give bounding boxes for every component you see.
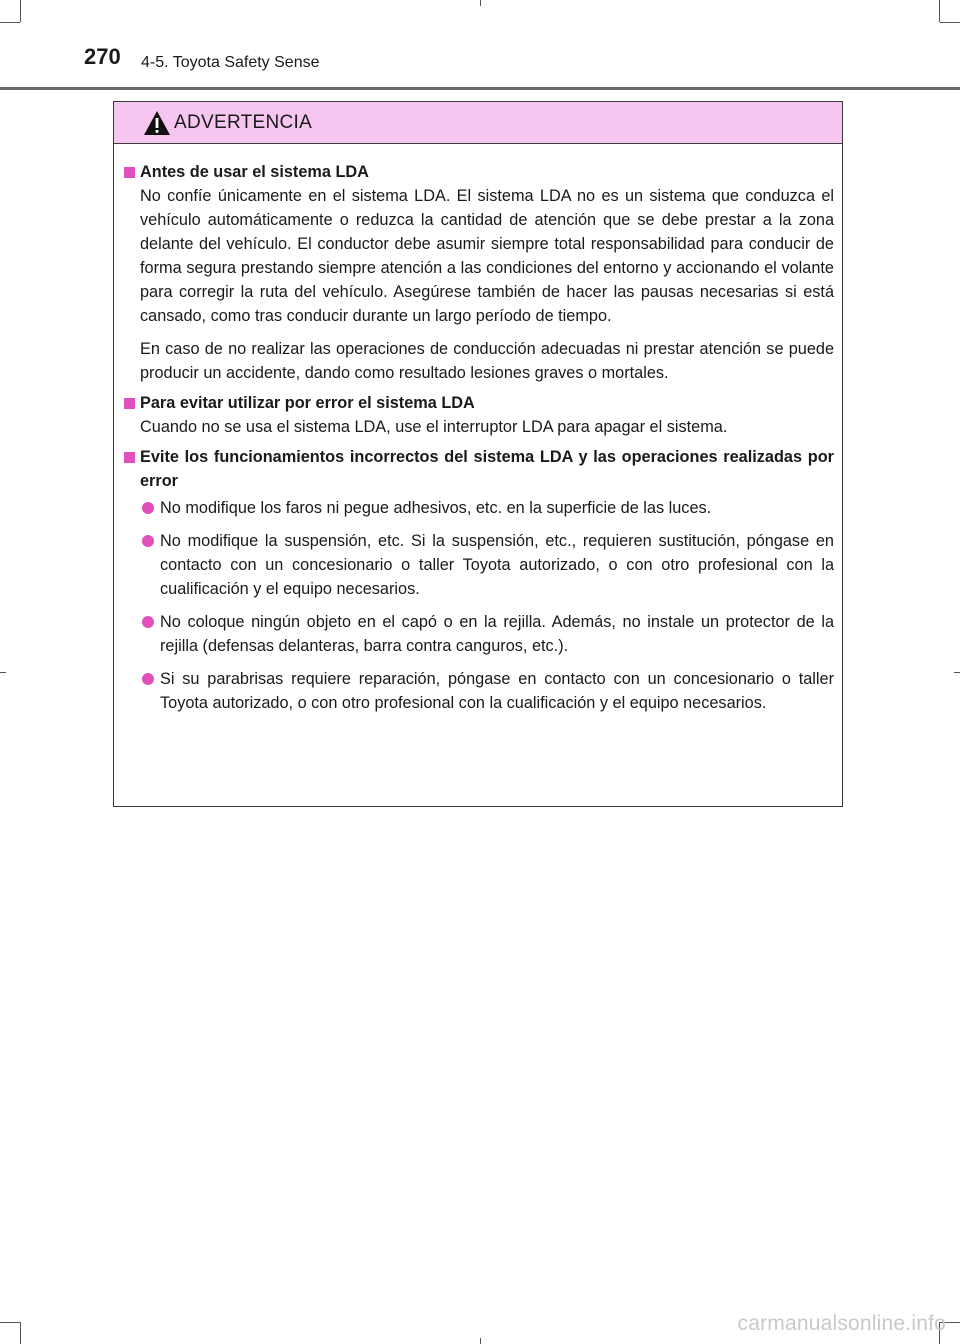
paragraph: En caso de no realizar las operaciones de conducción adecuadas ni prestar atención se puede producir un accidente, dando como resultado lesiones graves o mortales. bbox=[140, 340, 834, 382]
warning-title: ADVERTENCIA bbox=[174, 112, 313, 133]
warning-header bbox=[114, 102, 842, 144]
list-item-text: No modifique los faros ni pegue adhesivos, etc. en la superficie de las luces. bbox=[160, 499, 712, 517]
square-bullet-icon bbox=[124, 398, 135, 409]
section-heading: Evite los funcionamientos incorrectos del sistema LDA y las operaciones realizadas por error bbox=[140, 448, 834, 490]
section-malfunctions bbox=[124, 445, 834, 715]
list-item bbox=[140, 496, 834, 520]
warning-body bbox=[114, 144, 842, 715]
paragraph: No confíe únicamente en el sistema LDA. El sistema LDA no es un sistema que conduzca el vehículo automáticamente o reduzca la cantidad de atención que se debe prestar a la zona delante del vehículo. El conductor debe asumir siempre total responsabilidad para conducir de forma segura prestando siempre atención a las condiciones del entorno y accionando el volante para corregir la ruta del vehículo. Asegúrese también de hacer las pausas necesarias si está cansado, como tras conducir durante un largo período de tiempo. bbox=[140, 187, 834, 325]
list-item bbox=[140, 610, 834, 658]
circle-bullet-icon bbox=[142, 502, 154, 514]
list-item bbox=[140, 529, 834, 601]
warning-triangle-icon bbox=[143, 110, 171, 136]
page-header bbox=[0, 40, 960, 90]
section-heading: Para evitar utilizar por error el sistema LDA bbox=[140, 394, 475, 412]
page-number: 270 bbox=[84, 44, 121, 69]
list-item-text: No coloque ningún objeto en el capó o en la rejilla. Además, no instale un protector de la rejilla (defensas delanteras, barra contra canguros, etc.). bbox=[160, 613, 834, 655]
section-heading: Antes de usar el sistema LDA bbox=[140, 163, 369, 181]
watermark: carmanualsonline.info bbox=[737, 1312, 946, 1335]
paragraph: Cuando no se usa el sistema LDA, use el interruptor LDA para apagar el sistema. bbox=[140, 418, 728, 436]
list-item bbox=[140, 667, 834, 715]
bullet-list bbox=[140, 496, 834, 715]
circle-bullet-icon bbox=[142, 673, 154, 685]
list-item-text: No modifique la suspensión, etc. Si la suspensión, etc., requieren sustitución, póngase en contacto con un concesionario o taller Toyota autorizado, o con otro profesional con la cualificación y el equipo necesarios. bbox=[160, 532, 834, 598]
section-avoid-error bbox=[124, 391, 834, 439]
circle-bullet-icon bbox=[142, 616, 154, 628]
section-title: 4-5. Toyota Safety Sense bbox=[141, 54, 320, 71]
square-bullet-icon bbox=[124, 167, 135, 178]
warning-box bbox=[113, 101, 843, 807]
circle-bullet-icon bbox=[142, 535, 154, 547]
header-rule bbox=[0, 87, 960, 90]
square-bullet-icon bbox=[124, 452, 135, 463]
section-before-use bbox=[124, 160, 834, 385]
list-item-text: Si su parabrisas requiere reparación, póngase en contacto con un concesionario o taller Toyota autorizado, o con otro profesional con la cualificación y el equipo necesarios. bbox=[160, 670, 834, 712]
